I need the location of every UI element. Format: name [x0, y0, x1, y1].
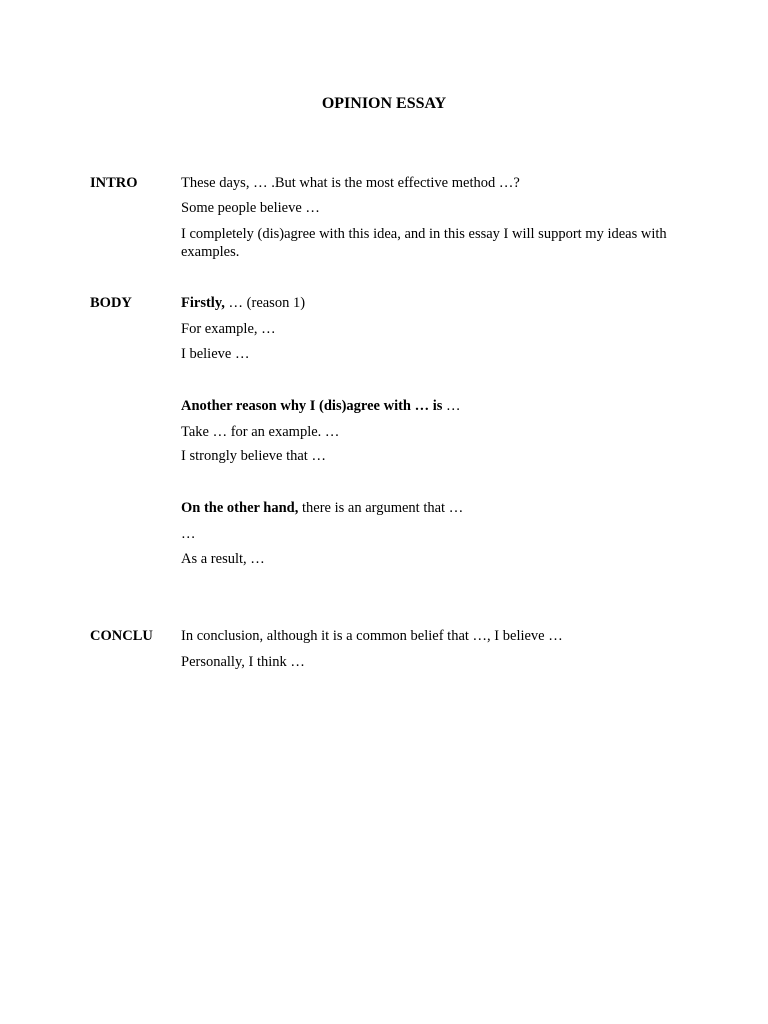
- lead-rest-text: …: [442, 398, 461, 414]
- conclusion-line: In conclusion, although it is a common belief that …, I believe …: [181, 628, 563, 644]
- body-paragraph-3-lead: [181, 499, 671, 517]
- page-title: OPINION ESSAY: [321, 95, 447, 112]
- body-line: As a result, …: [181, 551, 265, 567]
- lead-bold-text: Firstly,: [181, 295, 225, 311]
- body-line: I believe …: [181, 346, 250, 362]
- section-label-intro: INTRO: [90, 175, 138, 191]
- lead-rest-text: there is an argument that …: [298, 500, 464, 516]
- intro-line: Some people believe …: [181, 200, 320, 216]
- body-paragraph-2-lead: [181, 397, 671, 415]
- intro-line: These days, … .But what is the most effective method …?: [181, 175, 520, 191]
- body-line: Take … for an example. …: [181, 424, 340, 440]
- lead-rest-text: … (reason 1): [224, 295, 306, 311]
- lead-bold-text: On the other hand,: [181, 500, 299, 516]
- body-paragraph-1-lead: [181, 294, 671, 312]
- conclusion-line: Personally, I think …: [181, 654, 305, 670]
- intro-line: I completely (dis)agree with this idea, and in this essay I will support my ideas with examples.: [181, 226, 667, 260]
- body-line: I strongly believe that …: [181, 448, 326, 464]
- lead-bold-text: Another reason why I (dis)agree with … is: [181, 398, 443, 414]
- body-line: …: [181, 526, 196, 542]
- body-line: For example, …: [181, 321, 276, 337]
- section-label-conclusion: CONCLU: [90, 628, 153, 644]
- section-label-body: BODY: [90, 295, 132, 311]
